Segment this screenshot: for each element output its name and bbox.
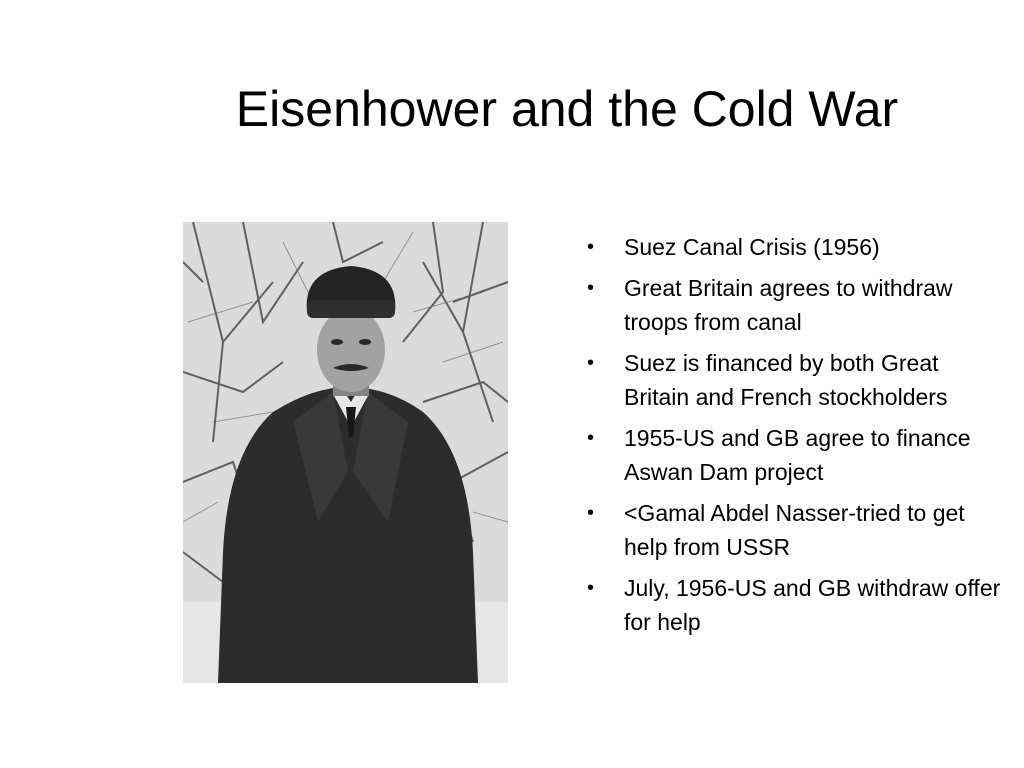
bullet-text: July, 1956-US and GB withdraw offer for help bbox=[624, 575, 1001, 635]
bullet-dot: • bbox=[587, 427, 595, 449]
bullet-item bbox=[585, 421, 1005, 489]
bullet-dot: • bbox=[587, 236, 595, 258]
bullet-item bbox=[585, 346, 1005, 414]
bullet-dot: • bbox=[587, 277, 595, 299]
bullet-item bbox=[585, 571, 1005, 639]
bullet-dot: • bbox=[587, 352, 595, 374]
bullet-text: Great Britain agrees to withdraw troops from canal bbox=[624, 275, 953, 335]
bullet-text: 1955-US and GB agree to finance Aswan Dam project bbox=[624, 425, 971, 485]
portrait-illustration bbox=[183, 222, 508, 683]
bullet-text: Suez Canal Crisis (1956) bbox=[624, 234, 880, 260]
bullet-dot: • bbox=[587, 502, 595, 524]
bullet-dot: • bbox=[587, 577, 595, 599]
slide-title: Eisenhower and the Cold War bbox=[235, 81, 899, 137]
portrait-photo bbox=[183, 222, 508, 683]
bullet-list bbox=[585, 230, 1005, 646]
bullet-item bbox=[585, 230, 1005, 264]
bullet-text: <Gamal Abdel Nasser-tried to get help from USSR bbox=[624, 500, 965, 560]
bullet-item bbox=[585, 496, 1005, 564]
bullet-item bbox=[585, 271, 1005, 339]
bullet-text: Suez is financed by both Great Britain and French stockholders bbox=[624, 350, 948, 410]
